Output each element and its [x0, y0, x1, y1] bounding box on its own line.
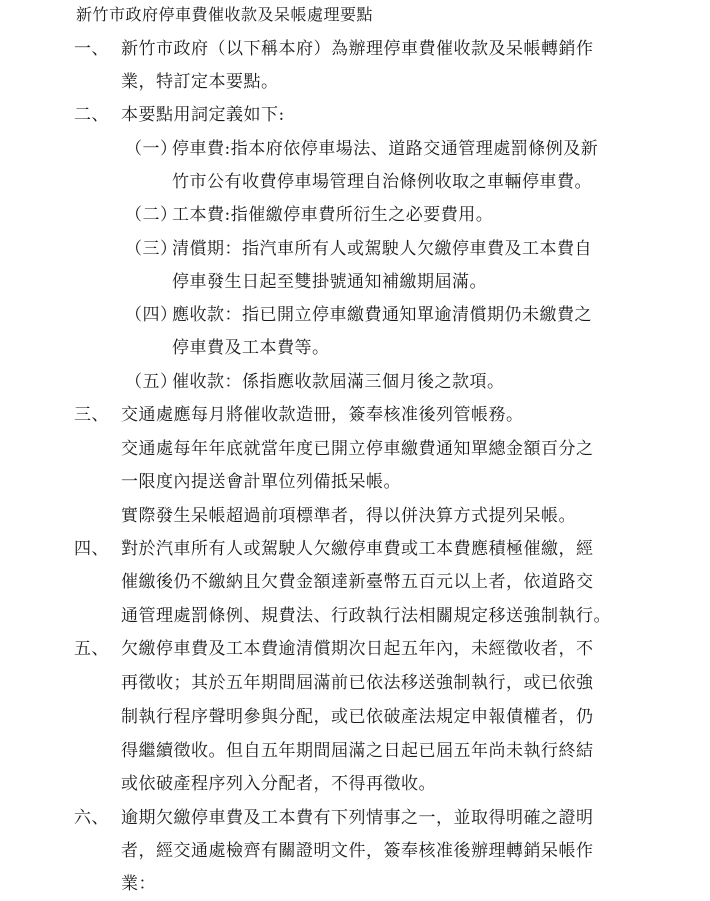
item-number: （三） — [125, 239, 178, 259]
section-text-line: 逾期欠繳停車費及工本費有下列情事之一，並取得明確之證明 — [121, 808, 594, 828]
section-number: 五、 — [74, 639, 109, 659]
section-text-line: 通管理處罰條例、規費法、行政執行法相關規定移送強制執行。 — [121, 606, 611, 626]
document-title: 新竹市政府停車費催收款及呆帳處理要點 — [76, 5, 374, 24]
item-text-line: 清償期：指汽車所有人或駕駛人欠繳停車費及工本費自 — [172, 239, 592, 259]
section-text-line: 業： — [121, 874, 156, 894]
section-text-line: 對於汽車所有人或駕駛人欠繳停車費或工本費應積極催繳，經 — [121, 539, 594, 559]
section-number: 二、 — [74, 105, 109, 125]
item-text-line: 催收款：係指應收款屆滿三個月後之款項。 — [172, 372, 505, 392]
section-number: 六、 — [74, 808, 109, 828]
section-number: 四、 — [74, 539, 109, 559]
section-number: 一、 — [74, 39, 109, 59]
item-number: （二） — [125, 205, 178, 225]
item-number: （四） — [125, 305, 178, 325]
section-text-line: 或依破產程序列入分配者，不得再徵收。 — [121, 774, 436, 794]
section-text-line: 一限度內提送會計單位列備抵呆帳。 — [121, 472, 401, 492]
section-text-line: 得繼續徵收。但自五年期間屆滿之日起已屆五年尚未執行終結 — [121, 741, 594, 761]
section-text-line: 交通處每年年底就當年度已開立停車繳費通知單總金額百分之 — [121, 439, 594, 459]
section-text-line: 新竹市政府（以下稱本府）為辦理停車費催收款及呆帳轉銷作 — [121, 39, 594, 59]
item-text-line: 停車費及工本費等。 — [172, 338, 330, 358]
item-text-line: 工本費:指催繳停車費所衍生之必要費用。 — [172, 205, 494, 225]
item-text-line: 停車發生日起至雙掛號通知補繳期屆滿。 — [172, 272, 487, 292]
section-text-line: 欠繳停車費及工本費逾清償期次日起五年內，未經徵收者，不 — [121, 639, 594, 659]
section-text-line: 催繳後仍不繳納且欠費金額達新臺幣五百元以上者，依道路交 — [121, 572, 594, 592]
section-text-line: 本要點用詞定義如下: — [121, 105, 285, 125]
section-text-line: 者，經交通處檢齊有關證明文件，簽奉核准後辦理轉銷呆帳作 — [121, 841, 594, 861]
item-text-line: 竹市公有收費停車場管理自治條例收取之車輛停車費。 — [172, 172, 592, 192]
section-text-line: 業，特訂定本要點。 — [121, 72, 279, 92]
item-number: （五） — [125, 372, 178, 392]
item-text-line: 應收款：指已開立停車繳費通知單逾清償期仍未繳費之 — [172, 305, 592, 325]
section-number: 三、 — [74, 405, 109, 425]
section-text-line: 交通處應每月將催收款造冊，簽奉核准後列管帳務。 — [121, 405, 524, 425]
item-text-line: 停車費:指本府依停車場法、道路交通管理處罰條例及新 — [172, 139, 599, 159]
section-text-line: 實際發生呆帳超過前項標準者，得以併決算方式提列呆帳。 — [121, 506, 576, 526]
item-number: （一） — [125, 139, 178, 159]
section-text-line: 再徵收；其於五年期間屆滿前已依法移送強制執行，或已依強 — [121, 673, 594, 693]
section-text-line: 制執行程序聲明參與分配，或已依破產法規定申報債權者，仍 — [121, 707, 594, 727]
